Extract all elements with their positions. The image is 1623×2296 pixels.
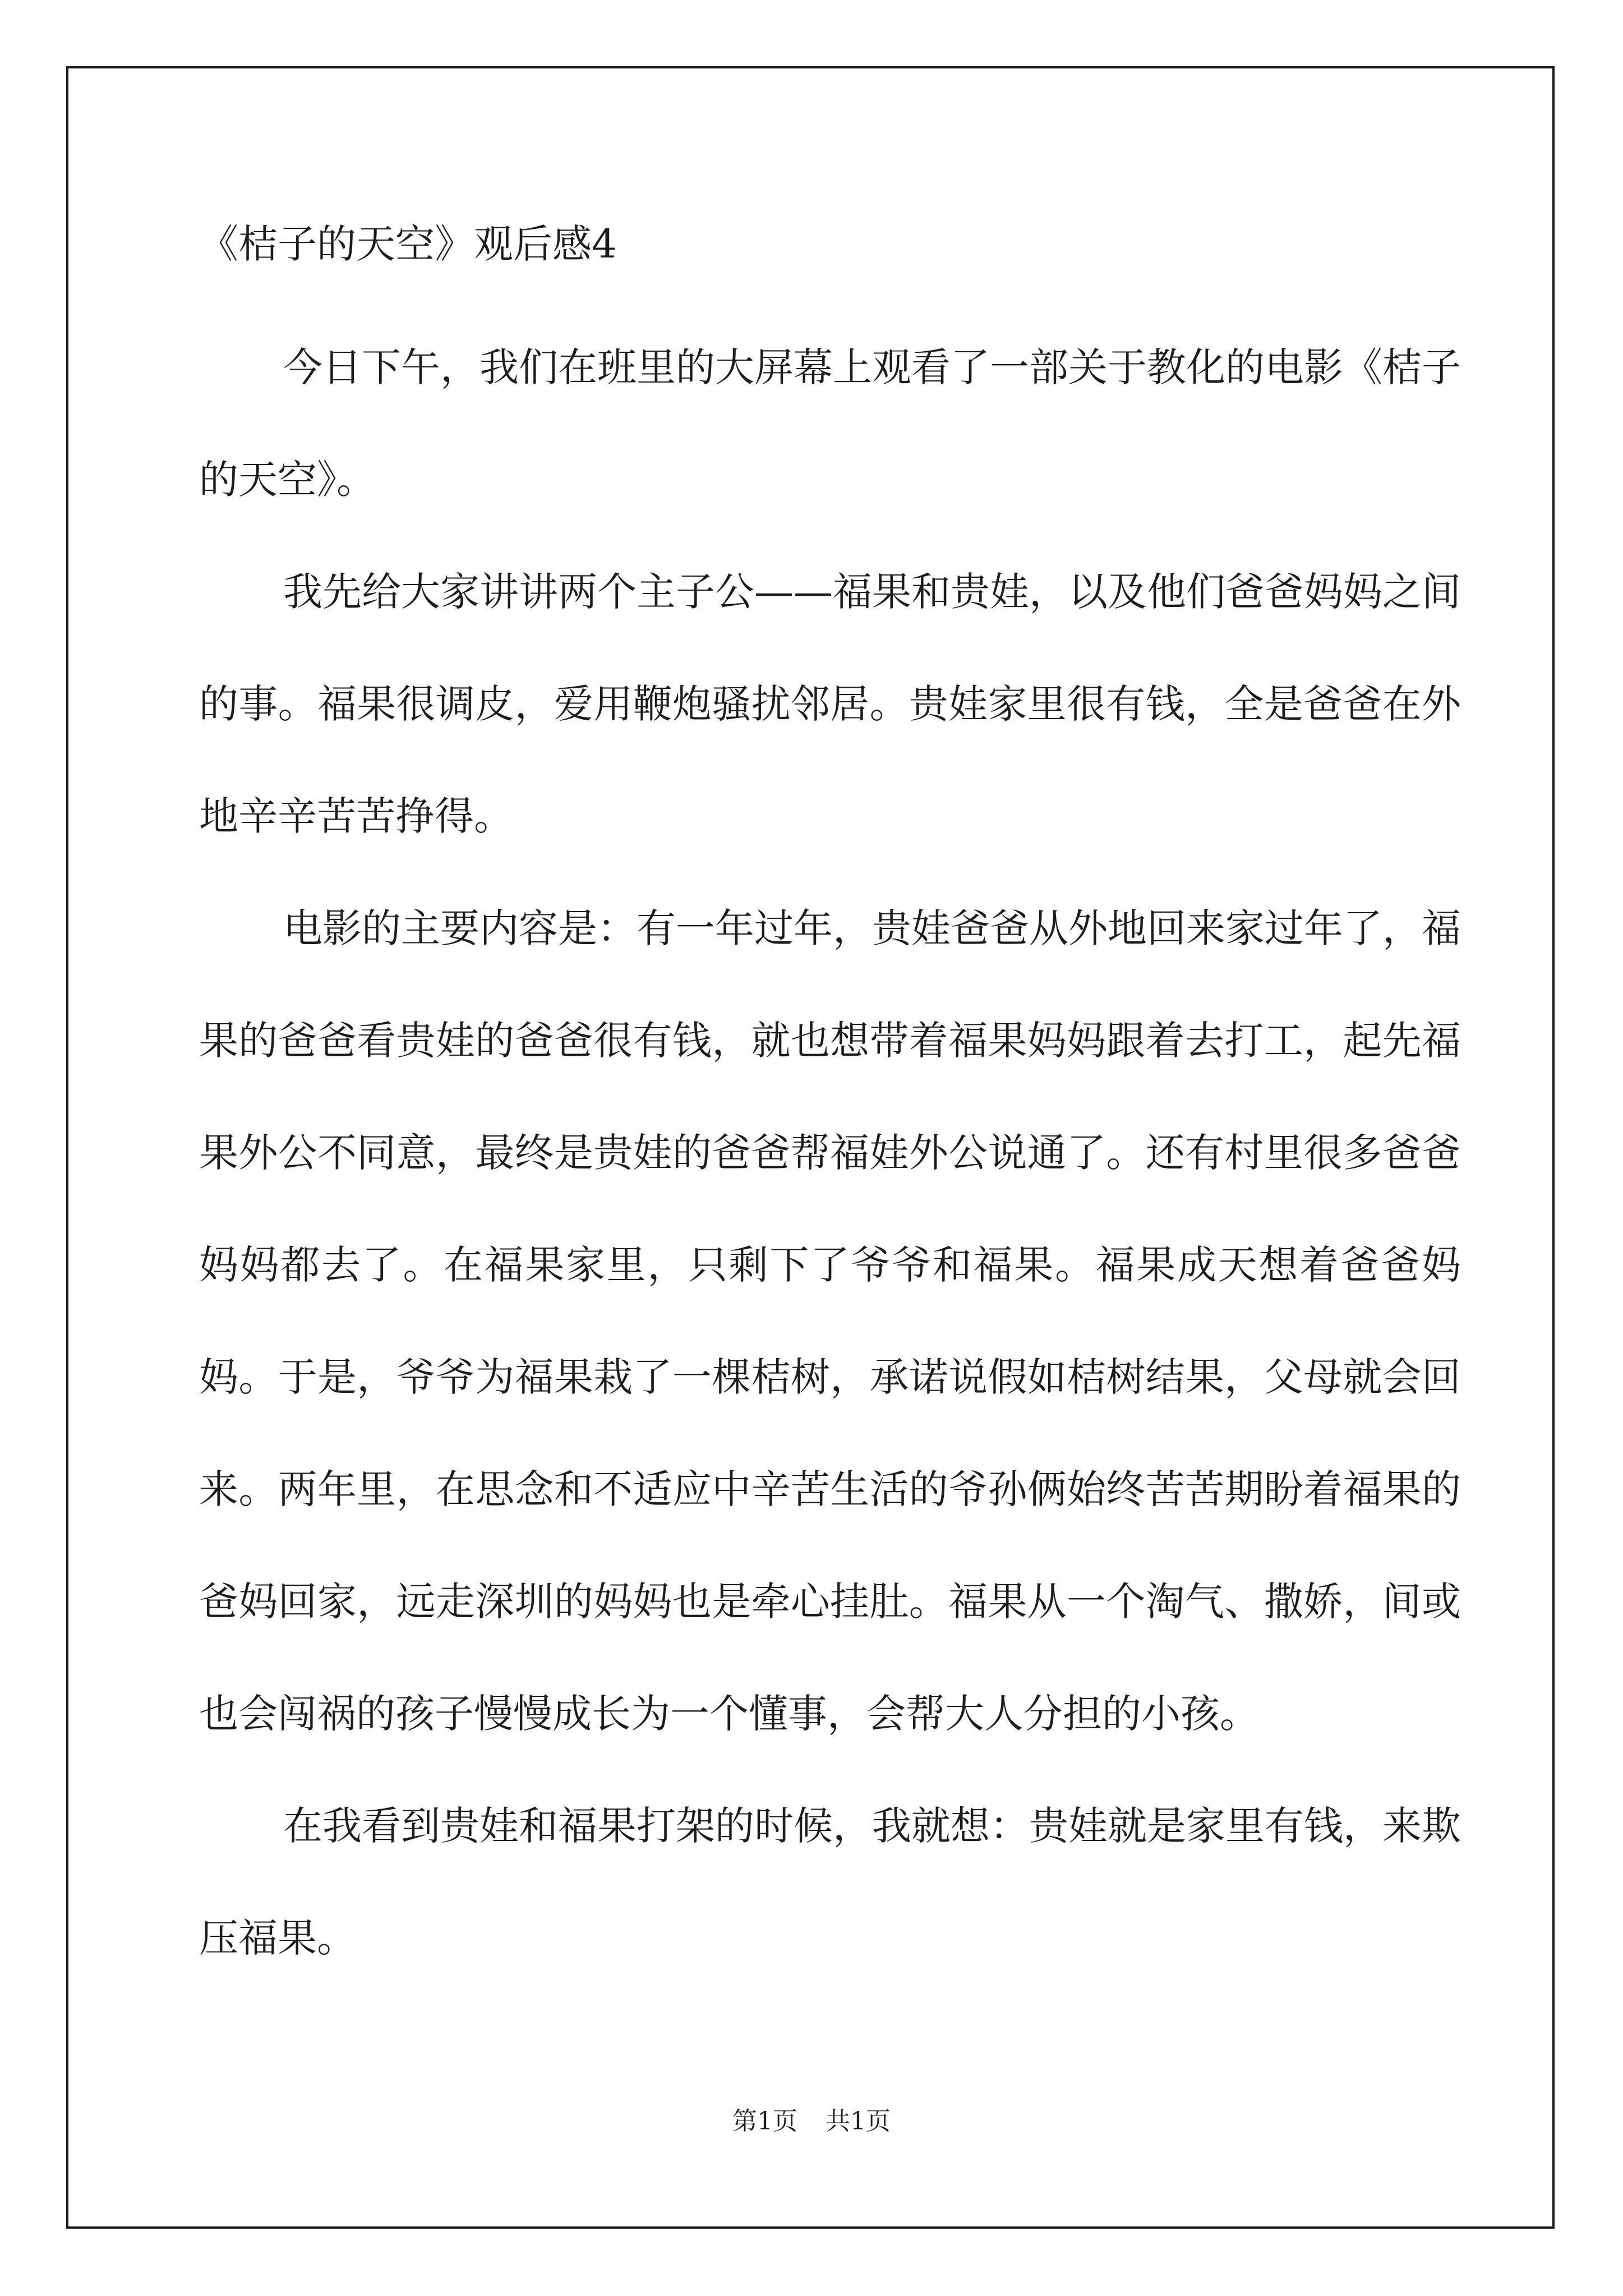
paragraph-4: 在我看到贵娃和福果打架的时候，我就想：贵娃就是家里有钱，来欺压福果。: [199, 1803, 1461, 1961]
paragraph-2: 我先给大家讲讲两个主子公——福果和贵娃，以及他们爸爸妈妈之间的事。福果很调皮，爱用鞭炮骚扰邻居。贵娃家里很有钱，全是爸爸在外地辛辛苦苦挣得。: [199, 569, 1461, 839]
paragraph-3: 电影的主要内容是：有一年过年，贵娃爸爸从外地回来家过年了，福果的爸爸看贵娃的爸爸很有钱，就也想带着福果妈妈跟着去打工，起先福果外公不同意，最终是贵娃的爸爸帮福娃外公说通了。还有村里很多爸爸妈妈都去了。在福果家里，只剩下了爷爷和福果。福果成天想着爸爸妈妈。于是，爷爷为福果栽了一棵桔树，承诺说假如桔树结果，父母就会回来。两年里，在思念和不适应中辛苦生活的爷孙俩始终苦苦期盼着福果的爸妈回家，远走深圳的妈妈也是牵心挂肚。福果从一个淘气、撒娇，间或也会闯祸的孩子慢慢成长为一个懂事，会帮大人分担的小孩。: [199, 905, 1461, 1737]
document-body: [199, 216, 1461, 1994]
page-total: 共1页: [826, 2107, 891, 2136]
page-footer: [0, 2101, 1623, 2137]
paragraph-1: 今日下午，我们在班里的大屏幕上观看了一部关于教化的电影《桔子的天空》。: [199, 344, 1461, 503]
document-title: 《桔子的天空》观后感4: [199, 221, 617, 267]
page-number: 第1页: [732, 2107, 797, 2136]
